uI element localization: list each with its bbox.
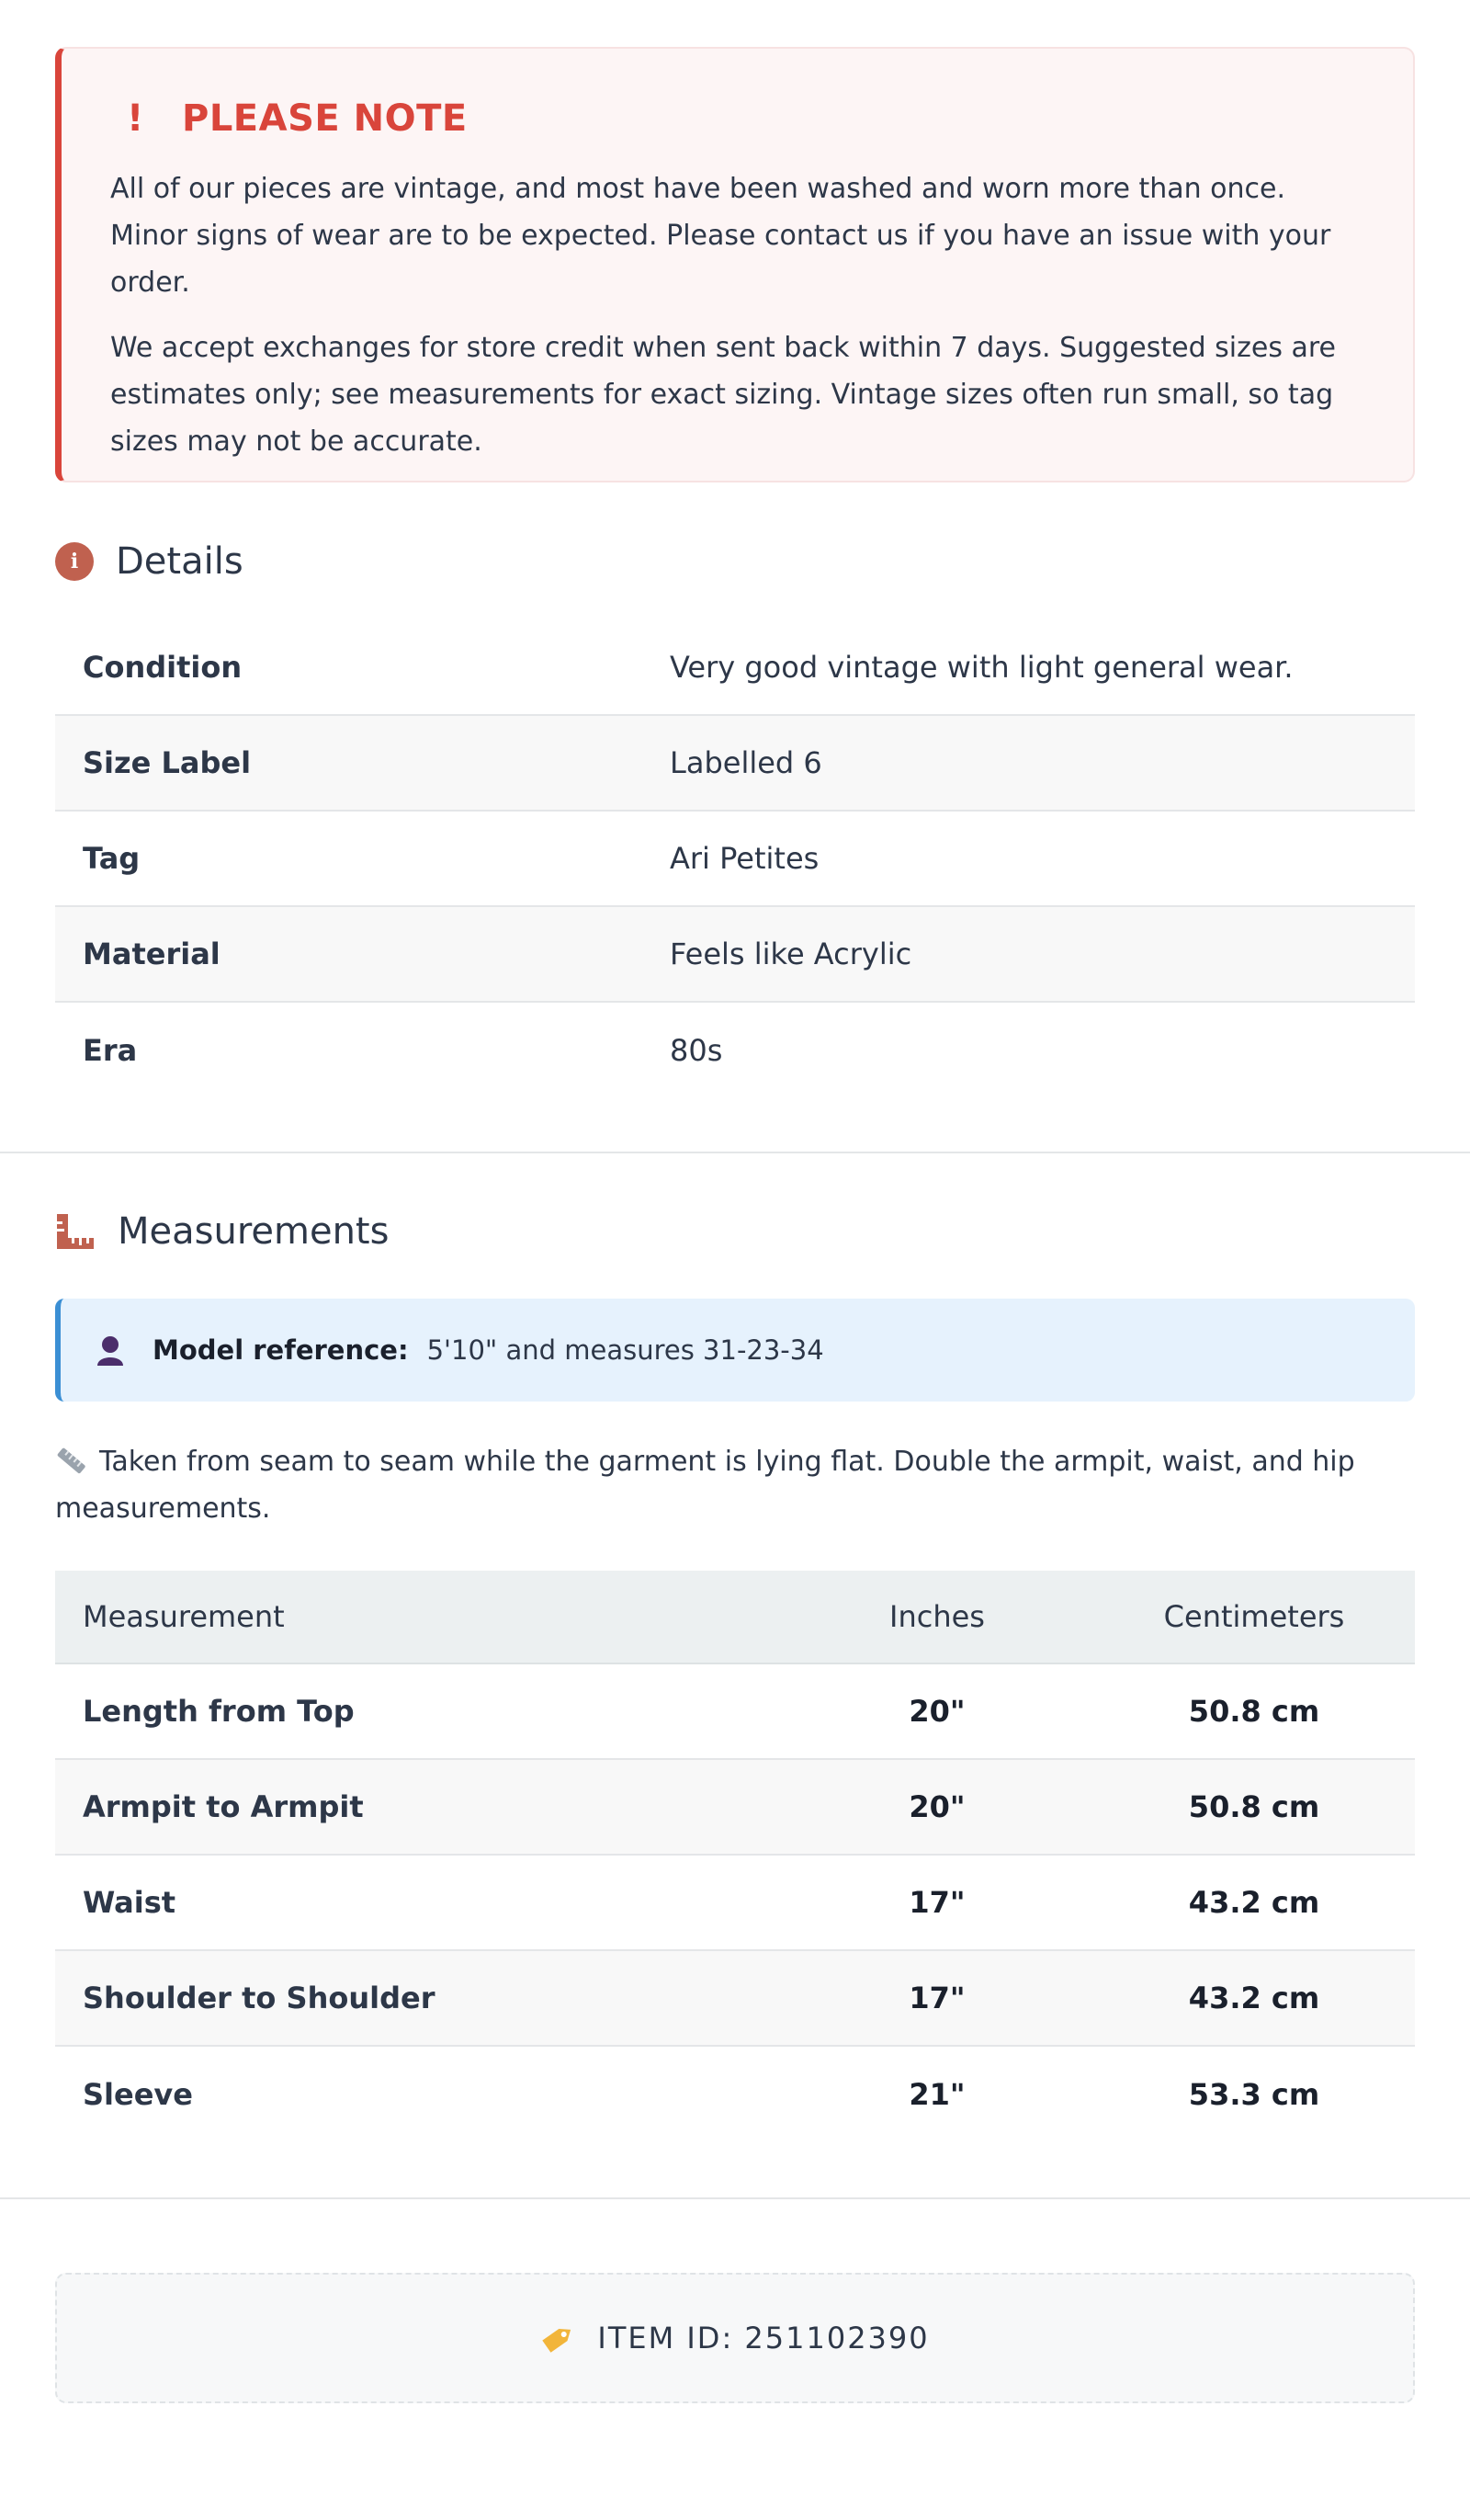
table-row [55,1951,1415,2047]
ruler-icon [55,1212,96,1251]
notice-paragraph-2: We accept exchanges for store credit when sent back within 7 days. Suggested sizes are estimates only; see measurements for exact sizing. Vintage sizes often run small, so tag sizes may not be accurate. [110,332,1337,458]
item-id-box [55,2273,1415,2403]
measurement-inches: 17" [909,1885,966,1920]
measurement-name: Shoulder to Shoulder [83,1981,435,2015]
column-header-measurement: Measurement [83,1599,285,1634]
item-id-label: ITEM ID: 251102390 [597,2321,930,2355]
tag-icon [540,2321,577,2355]
details-value: Very good vintage with light general wear. [670,650,1294,685]
info-icon: i [55,542,94,581]
table-row [55,1760,1415,1856]
measurement-cm: 50.8 cm [1188,1789,1320,1824]
measurement-note-text: Taken from seam to seam while the garment is lying flat. Double the armpit, waist, and hip measurements. [55,1446,1355,1525]
table-row [55,2047,1415,2142]
details-row [55,1003,1415,1098]
details-table [55,620,1415,1098]
measurement-name: Sleeve [83,2077,193,2112]
model-value: 5'10" and measures 31-23-34 [426,1334,824,1366]
details-label: Era [83,1033,138,1068]
measurement-inches: 17" [909,1981,966,2015]
person-icon [96,1334,125,1366]
table-header-row [55,1571,1415,1664]
section-divider [0,1152,1470,1153]
details-header [55,540,1415,583]
measurement-cm: 53.3 cm [1188,2077,1320,2112]
model-reference-box [55,1299,1415,1402]
notice-title: PLEASE NOTE [182,97,468,140]
measurement-inches: 21" [909,2077,966,2112]
measurement-name: Armpit to Armpit [83,1789,364,1824]
measurement-inches: 20" [909,1789,966,1824]
details-row [55,907,1415,1003]
details-value: 80s [670,1033,723,1068]
notice-box [55,47,1415,482]
measurements-header [55,1210,1415,1253]
measurement-name: Length from Top [83,1694,355,1729]
details-label: Size Label [83,745,252,780]
table-row [55,1664,1415,1760]
details-label: Tag [83,841,141,876]
measurement-cm: 43.2 cm [1188,1885,1320,1920]
measurements-title: Measurements [118,1210,390,1253]
notice-paragraph-1: All of our pieces are vintage, and most have been washed and worn more than once. Minor signs of wear are to be expected. Please contact us if you have an issue with your order. [110,173,1331,299]
details-label: Condition [83,650,243,685]
details-label: Material [83,936,220,971]
details-row [55,716,1415,812]
notice-header [110,97,1365,140]
measurement-cm: 43.2 cm [1188,1981,1320,2015]
model-label: Model reference: [153,1334,409,1366]
exclamation-icon: ! [127,97,144,140]
measurements-table [55,1571,1415,2142]
column-header-centimeters: Centimeters [1163,1599,1345,1634]
measurement-inches: 20" [909,1694,966,1729]
table-row [55,1856,1415,1951]
details-row [55,812,1415,907]
section-divider [0,2197,1470,2199]
measurement-note [55,1438,1415,1532]
details-value: Feels like Acrylic [670,936,912,971]
details-value: Labelled 6 [670,745,822,780]
details-row [55,620,1415,716]
details-title: Details [116,540,243,583]
measurement-name: Waist [83,1885,176,1920]
ruler-small-icon [55,1442,88,1470]
details-value: Ari Petites [670,841,820,876]
column-header-inches: Inches [889,1599,985,1634]
measurement-cm: 50.8 cm [1188,1694,1320,1729]
